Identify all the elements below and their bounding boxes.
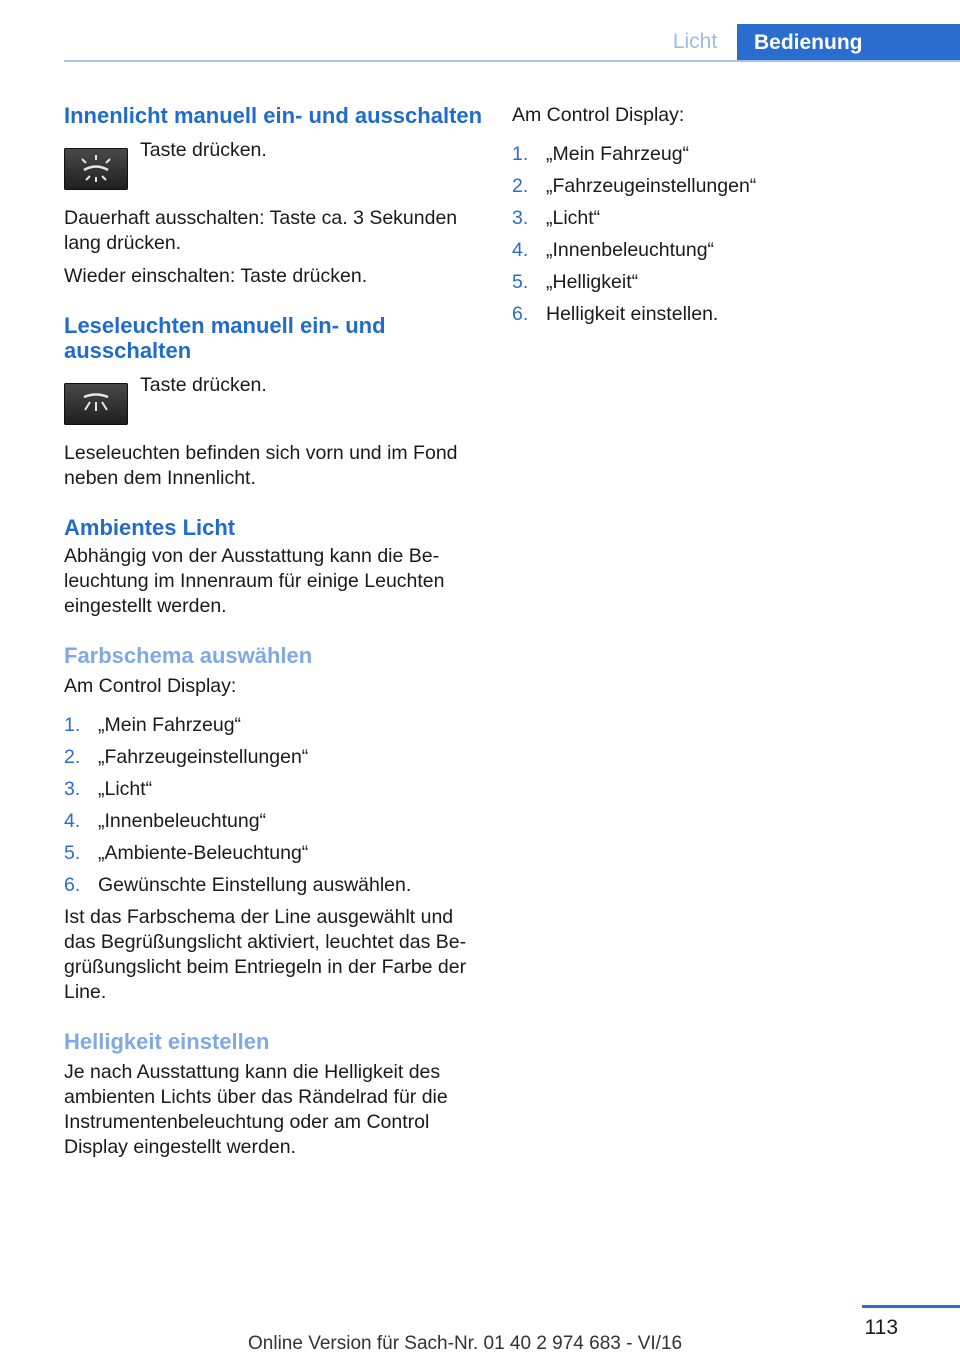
paragraph-helligkeit: Je nach Ausstattung kann die Helligkeit des ambienten Lichts über das Rändelrad für die Instrumentenbeleuchtung oder am Control Display eingestellt werden.: [64, 1061, 448, 1158]
step-number: 1.: [512, 143, 529, 165]
list-item: [512, 238, 912, 263]
list-item: [512, 206, 912, 231]
paragraph-wieder: Wieder einschalten: Taste drücken.: [64, 265, 368, 287]
heading-innenlicht: Innenlicht manuell ein- und ausschalten: [64, 103, 483, 128]
step-text: „Mein Fahrzeug“: [546, 143, 690, 165]
footer-version-note: Online Version für Sach-Nr. 01 40 2 974 683 - VI/16: [248, 1333, 683, 1354]
header-divider: [64, 60, 960, 62]
list-item: [512, 142, 912, 167]
right-column: [512, 103, 912, 334]
paragraph-dauerhaft: Dauerhaft ausschalten: Taste ca. 3 Sekunden lang drücken.: [64, 207, 458, 254]
list-item: [512, 174, 912, 199]
interior-light-icon: [64, 148, 128, 190]
step-text: „Innenbeleuchtung“: [546, 239, 715, 261]
step-number: 3.: [512, 207, 529, 229]
step-text: „Licht“: [546, 207, 601, 229]
paragraph-ambientes: Abhängig von der Ausstattung kann die Be-leuchtung im Innenraum für einige Leuchten eingestellt werden.: [64, 545, 445, 617]
list-item: [64, 873, 484, 898]
step-text: „Licht“: [98, 778, 153, 800]
step-number: 5.: [64, 842, 81, 864]
heading-farbschema: Farbschema auswählen: [64, 643, 313, 668]
step-text: „Helligkeit“: [546, 271, 639, 293]
footer-divider: [862, 1305, 960, 1308]
paragraph-control-display-right: Am Control Display:: [512, 104, 685, 126]
list-item: [512, 302, 912, 327]
step-text: „Innenbeleuchtung“: [98, 810, 267, 832]
list-item: [64, 745, 484, 770]
leseleuchten-button-text: Taste drücken.: [140, 374, 267, 396]
step-number: 2.: [512, 175, 529, 197]
page-number: 113: [864, 1316, 898, 1339]
step-text: „Fahrzeugeinstellungen“: [546, 175, 757, 197]
list-item: [64, 777, 484, 802]
step-number: 3.: [64, 778, 81, 800]
farbschema-steps: [64, 713, 484, 898]
section-tab-licht[interactable]: Licht: [672, 30, 718, 53]
reading-light-icon: [64, 383, 128, 425]
step-number: 5.: [512, 271, 529, 293]
list-item: [64, 841, 484, 866]
innenlicht-button-text: Taste drücken.: [140, 139, 267, 161]
step-number: 6.: [64, 874, 81, 896]
page-header: [0, 0, 960, 64]
paragraph-leseleuchten: Leseleuchten befinden sich vorn und im Fond neben dem Innenlicht.: [64, 442, 458, 489]
helligkeit-steps: [512, 142, 912, 327]
step-number: 4.: [64, 810, 81, 832]
list-item: [512, 270, 912, 295]
heading-helligkeit: Helligkeit einstellen: [64, 1029, 270, 1054]
step-text: „Fahrzeugeinstellungen“: [98, 746, 309, 768]
step-number: 2.: [64, 746, 81, 768]
step-number: 1.: [64, 714, 81, 736]
heading-leseleuchten: Leseleuchten manuell ein- und ausschalten: [64, 313, 386, 363]
paragraph-farbschema-note: Ist das Farbschema der Line ausgewählt und das Begrüßungslicht aktiviert, leuchtet das Be-grüßungslicht beim Entriegeln in der Farbe der Line.: [64, 906, 467, 1003]
leseleuchten-button-row: [64, 374, 484, 429]
innenlicht-button-row: [64, 139, 484, 194]
paragraph-control-display: Am Control Display:: [64, 675, 237, 697]
heading-ambientes-licht: Ambientes Licht: [64, 515, 236, 540]
list-item: [64, 809, 484, 834]
list-item: [64, 713, 484, 738]
step-text: Helligkeit einstellen.: [546, 303, 719, 325]
step-text: „Ambiente-Beleuchtung“: [98, 842, 309, 864]
step-text: Gewünschte Einstellung auswählen.: [98, 874, 412, 896]
step-text: „Mein Fahrzeug“: [98, 714, 242, 736]
step-number: 4.: [512, 239, 529, 261]
chapter-tab-bedienung[interactable]: Bedienung: [737, 24, 960, 62]
step-number: 6.: [512, 303, 529, 325]
left-column: [64, 103, 484, 1160]
